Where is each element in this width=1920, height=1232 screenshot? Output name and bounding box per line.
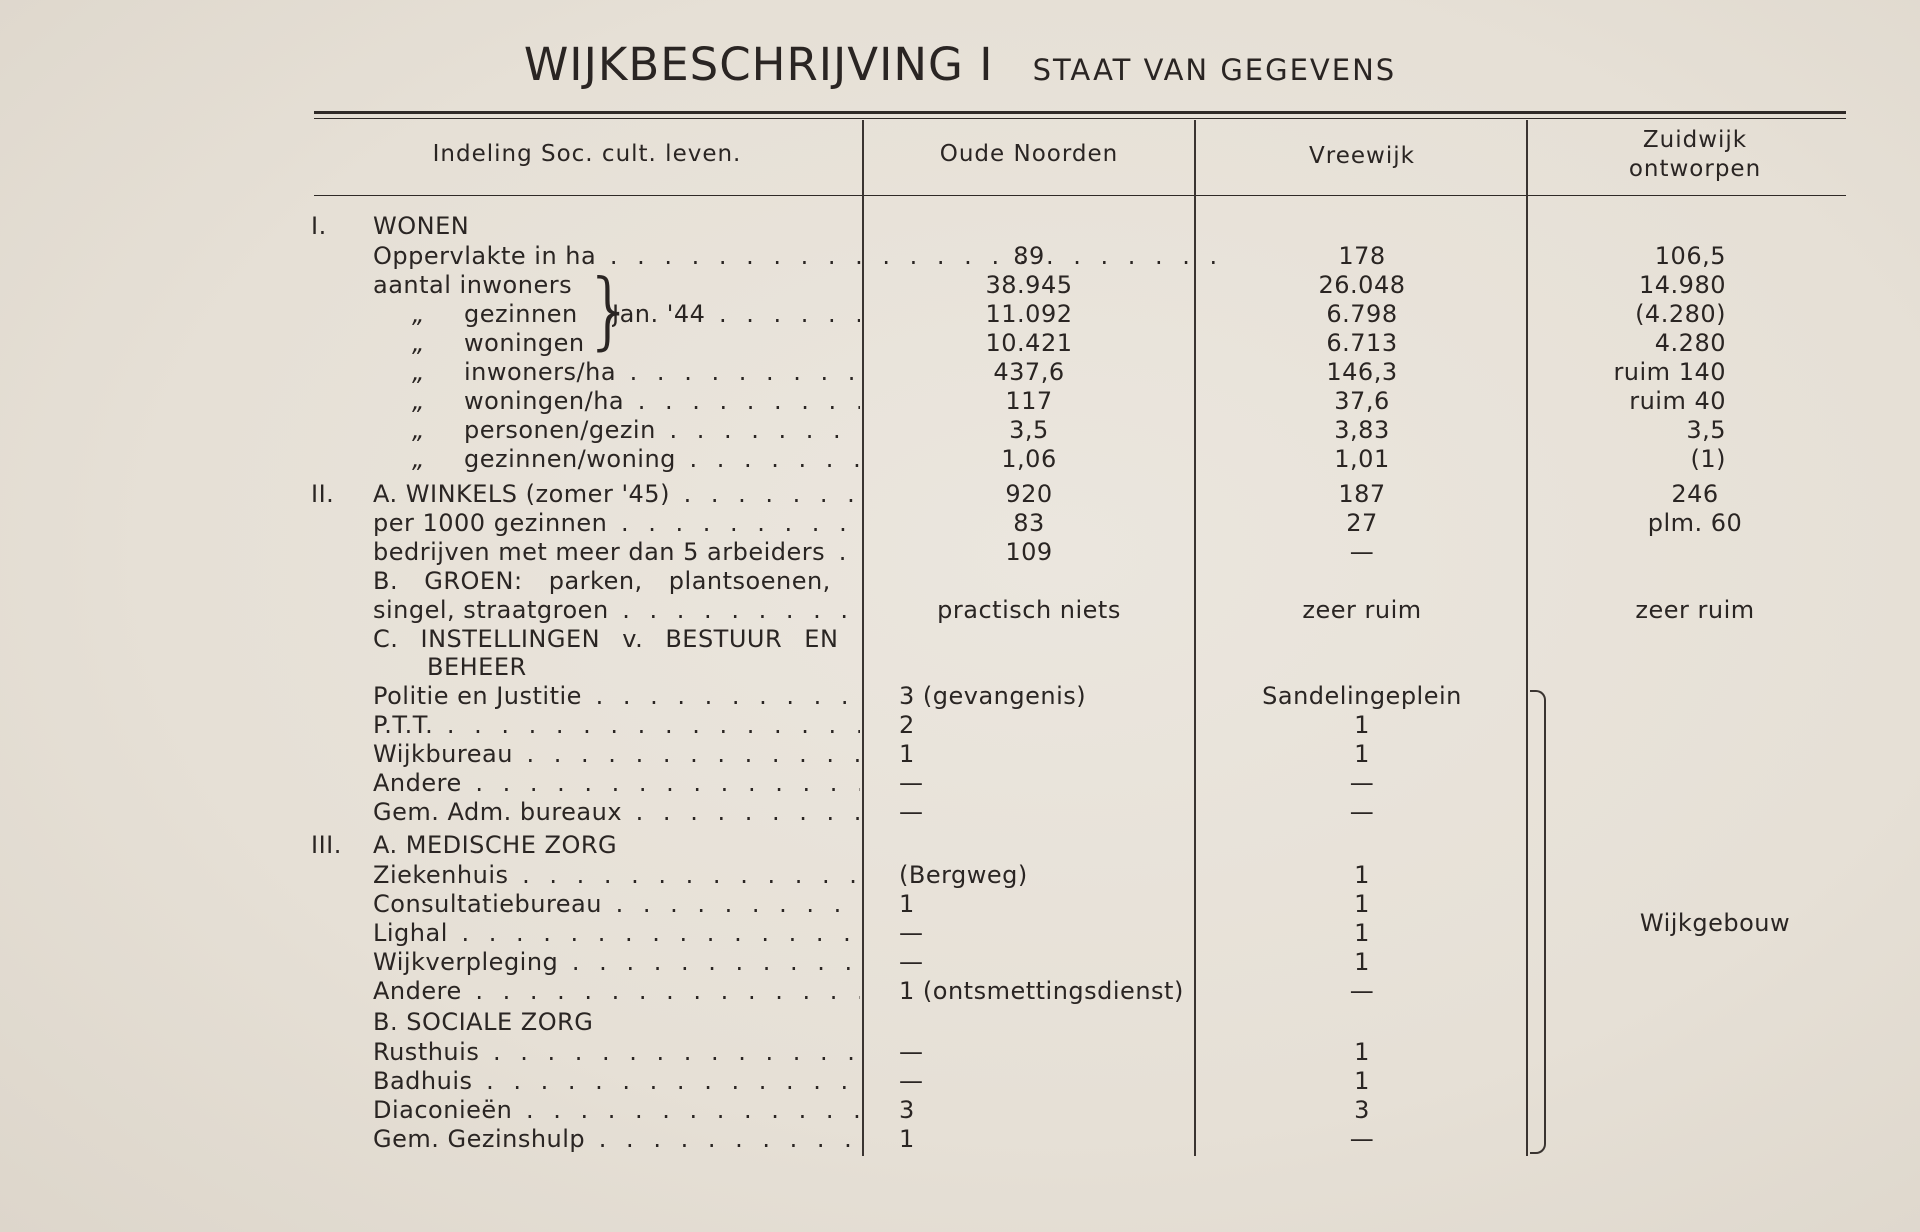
value-vreewijk: — xyxy=(1349,977,1375,1005)
value-oude-noorden: 11.092 xyxy=(985,300,1073,328)
ditto-mark: „ xyxy=(412,300,425,328)
row-label: Rusthuis . . . xyxy=(373,1038,860,1066)
value-vreewijk: 6.798 xyxy=(1326,300,1398,328)
value-oude-noorden: 2 xyxy=(899,711,915,739)
table-row xyxy=(0,769,1920,798)
value-vreewijk: 146,3 xyxy=(1326,358,1398,386)
section-label: WONEN xyxy=(373,212,470,240)
value-oude-noorden: 117 xyxy=(1005,387,1053,415)
zuidwijk-group-label: Wijkgebouw xyxy=(1639,909,1791,937)
section-medisch xyxy=(0,831,1920,860)
table-row xyxy=(0,358,1920,387)
jan-label: Jan. '44 . . . xyxy=(612,300,860,328)
section-label: BEHEER xyxy=(427,653,527,681)
top-rule-thick xyxy=(314,111,1846,114)
ditto-mark: „ xyxy=(412,416,425,444)
row-label: Oppervlakte in ha . . . xyxy=(373,242,1225,270)
row-label: singel, straatgroen . . . xyxy=(373,596,860,624)
section-number: II. xyxy=(311,480,335,508)
table-row xyxy=(0,416,1920,445)
table-row xyxy=(0,711,1920,740)
table-row xyxy=(0,445,1920,474)
value-zuidwijk: 106,5 xyxy=(1654,242,1726,270)
section-instellingen xyxy=(0,625,1920,654)
value-vreewijk: 1 xyxy=(1354,711,1370,739)
row-label: Consultatiebureau . . . xyxy=(373,890,860,918)
header-indeling: Indeling Soc. cult. leven. xyxy=(432,141,742,167)
value-vreewijk: 1 xyxy=(1354,740,1370,768)
ditto-mark: „ xyxy=(412,329,425,357)
section-label: B. SOCIALE ZORG xyxy=(373,1008,594,1036)
table-row xyxy=(0,387,1920,416)
value-oude-noorden: — xyxy=(899,948,924,976)
value-oude-noorden: (Bergweg) xyxy=(899,861,1028,889)
title-sub: STAAT VAN GEGEVENS xyxy=(1032,53,1397,87)
table-row xyxy=(0,300,1920,329)
row-label: Andere . . . xyxy=(373,769,860,797)
row-label: per 1000 gezinnen . . . xyxy=(373,509,860,537)
section-label: A. MEDISCHE ZORG xyxy=(373,831,618,859)
table-row xyxy=(0,509,1920,538)
section-number: I. xyxy=(311,212,327,240)
value-oude-noorden: 109 xyxy=(1005,538,1053,566)
value-oude-noorden: practisch niets xyxy=(937,596,1121,624)
value-oude-noorden: 83 xyxy=(1013,509,1045,537)
value-oude-noorden: — xyxy=(899,919,924,947)
value-vreewijk: zeer ruim xyxy=(1302,596,1422,624)
value-vreewijk: 1 xyxy=(1354,1038,1370,1066)
row-label: Badhuis . . . xyxy=(373,1067,860,1095)
value-oude-noorden: 920 xyxy=(1005,480,1053,508)
value-oude-noorden: 3 xyxy=(899,1096,915,1124)
table-row xyxy=(0,798,1920,827)
row-label: Wijkbureau . . . xyxy=(373,740,860,768)
row-label: Wijkverpleging . . . xyxy=(373,948,860,976)
header-zuidwijk xyxy=(1530,126,1860,184)
value-vreewijk: 178 xyxy=(1338,242,1386,270)
value-vreewijk: — xyxy=(1349,769,1375,797)
table-row xyxy=(0,682,1920,711)
value-zuidwijk: 14.980 xyxy=(1639,271,1726,299)
row-label: aantal inwoners xyxy=(373,271,573,299)
value-vreewijk: 1 xyxy=(1354,890,1370,918)
value-oude-noorden: 1,06 xyxy=(1001,445,1057,473)
header-vreewijk: Vreewijk xyxy=(1309,143,1415,169)
zuidwijk-group-label-row xyxy=(0,909,1920,938)
row-label: Andere . . . xyxy=(373,977,860,1005)
table-row xyxy=(0,1067,1920,1096)
value-vreewijk: 1,01 xyxy=(1334,445,1390,473)
value-vreewijk: 27 xyxy=(1346,509,1378,537)
value-oude-noorden: 1 (ontsmettingsdienst) xyxy=(899,977,1184,1005)
table-row xyxy=(0,1038,1920,1067)
title-main: WIJKBESCHRIJVING I xyxy=(523,38,994,91)
section-number: III. xyxy=(311,831,342,859)
value-oude-noorden: 3 (gevangenis) xyxy=(899,682,1087,710)
section-label: B. GROEN: parken, plantsoenen, xyxy=(373,567,831,595)
section-label: C. INSTELLINGEN v. BESTUUR EN xyxy=(373,625,839,653)
value-vreewijk: 26.048 xyxy=(1318,271,1406,299)
row-label: Lighal . . . xyxy=(373,919,860,947)
value-oude-noorden: 10.421 xyxy=(985,329,1073,357)
value-zuidwijk: 4.280 xyxy=(1654,329,1726,357)
value-oude-noorden: — xyxy=(899,1067,924,1095)
row-label: woningen/ha . . . xyxy=(464,387,860,415)
row-label: inwoners/ha . . . xyxy=(464,358,860,386)
table-row xyxy=(0,948,1920,977)
value-zuidwijk: (1) xyxy=(1690,445,1726,473)
row-label: Politie en Justitie . . . xyxy=(373,682,860,710)
value-zuidwijk: plm. 60 xyxy=(1647,509,1743,537)
section-groen xyxy=(0,567,1920,596)
value-oude-noorden: 3,5 xyxy=(1009,416,1049,444)
table-row xyxy=(0,538,1920,567)
value-vreewijk: 1 xyxy=(1354,1067,1370,1095)
value-zuidwijk: 3,5 xyxy=(1686,416,1726,444)
value-zuidwijk: (4.280) xyxy=(1635,300,1726,328)
row-label: Diaconieën . . . xyxy=(373,1096,860,1124)
value-oude-noorden: 437,6 xyxy=(993,358,1065,386)
value-zuidwijk: ruim 40 xyxy=(1629,387,1726,415)
table-row xyxy=(0,271,1920,300)
value-vreewijk: 1 xyxy=(1354,919,1370,947)
row-label: gezinnen xyxy=(464,300,578,328)
value-vreewijk: 187 xyxy=(1338,480,1386,508)
row-label: bedrijven met meer dan 5 arbeiders . . . xyxy=(373,538,860,566)
value-vreewijk: — xyxy=(1349,538,1375,566)
table-row xyxy=(0,242,1920,271)
value-zuidwijk: ruim 140 xyxy=(1613,358,1726,386)
header-zuidwijk-line1: Zuidwijk xyxy=(1642,127,1748,153)
value-oude-noorden: 1 xyxy=(899,890,915,918)
table-row xyxy=(0,329,1920,358)
section-winkels xyxy=(0,480,1920,509)
value-oude-noorden: 1 xyxy=(899,1125,915,1153)
value-vreewijk: 1 xyxy=(1354,948,1370,976)
value-oude-noorden: — xyxy=(899,1038,924,1066)
value-vreewijk: 3,83 xyxy=(1334,416,1390,444)
table-row xyxy=(0,1096,1920,1125)
row-label: Gem. Adm. bureaux . . . xyxy=(373,798,860,826)
value-vreewijk: — xyxy=(1349,1125,1375,1153)
table-row xyxy=(0,861,1920,890)
row-label: P.T.T. . . . xyxy=(373,711,860,739)
value-vreewijk: 37,6 xyxy=(1334,387,1390,415)
value-oude-noorden: 89 xyxy=(1013,242,1045,270)
value-vreewijk: — xyxy=(1349,798,1375,826)
ditto-mark: „ xyxy=(412,445,425,473)
header-zuidwijk-line2: ontworpen xyxy=(1628,156,1762,182)
row-label: Ziekenhuis . . . xyxy=(373,861,860,889)
ditto-mark: „ xyxy=(412,387,425,415)
row-label: woningen xyxy=(464,329,585,357)
value-oude-noorden: 1 xyxy=(899,740,915,768)
section-wonen xyxy=(0,212,1920,241)
header-rule xyxy=(314,195,1846,196)
page-title xyxy=(0,38,1920,91)
section-label: A. WINKELS (zomer '45) . . . xyxy=(373,480,860,508)
table-row xyxy=(0,977,1920,1006)
section-sociaal xyxy=(0,1008,1920,1037)
table-row xyxy=(0,740,1920,769)
jan44-brace-icon: } xyxy=(583,261,637,359)
value-vreewijk: Sandelingeplein xyxy=(1262,682,1462,710)
value-vreewijk: 3 xyxy=(1354,1096,1370,1124)
table-row xyxy=(0,1125,1920,1154)
value-oude-noorden: — xyxy=(899,798,924,826)
value-zuidwijk: 246 xyxy=(1671,480,1719,508)
value-vreewijk: 1 xyxy=(1354,861,1370,889)
table-row xyxy=(0,596,1920,625)
row-label: Gem. Gezinshulp . . . xyxy=(373,1125,860,1153)
section-instellingen-line2 xyxy=(0,653,1920,682)
row-label: personen/gezin . . . xyxy=(464,416,860,444)
row-label: gezinnen/woning . . . xyxy=(464,445,860,473)
value-oude-noorden: — xyxy=(899,769,924,797)
value-zuidwijk: zeer ruim xyxy=(1635,596,1755,624)
header-oude-noorden: Oude Noorden xyxy=(939,141,1119,167)
ditto-mark: „ xyxy=(412,358,425,386)
value-oude-noorden: 38.945 xyxy=(985,271,1073,299)
value-vreewijk: 6.713 xyxy=(1326,329,1398,357)
top-rule-thin xyxy=(314,118,1846,119)
